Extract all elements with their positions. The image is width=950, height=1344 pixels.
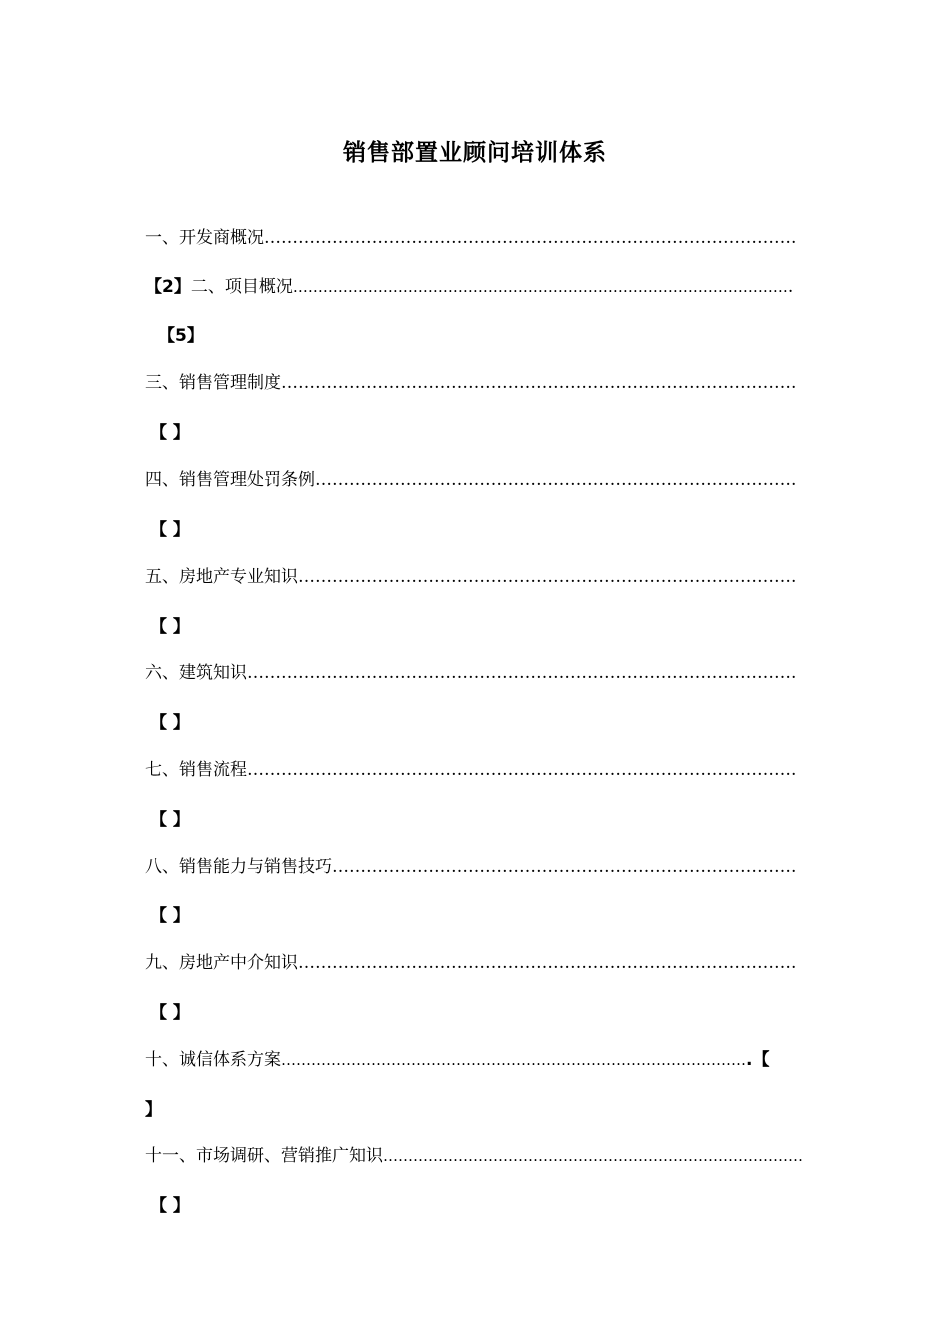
toc-label: 五、房地产专业知识 bbox=[145, 567, 298, 587]
toc-page-2: 【5】 bbox=[158, 326, 204, 346]
toc-entry-11 bbox=[145, 1144, 803, 1168]
toc-end: . bbox=[791, 470, 797, 490]
toc-page-3: 【 】 bbox=[150, 423, 190, 443]
toc-label: 十一、市场调研、营销推广知识 bbox=[145, 1146, 383, 1166]
toc-entry-8 bbox=[145, 855, 796, 879]
toc-end: . bbox=[791, 228, 797, 248]
toc-page-7: 【 】 bbox=[150, 810, 190, 830]
toc-entry-7 bbox=[145, 758, 796, 782]
toc-entry-1 bbox=[145, 226, 796, 250]
toc-label: 十、诚信体系方案 bbox=[145, 1050, 281, 1070]
toc-entry-10 bbox=[145, 1048, 769, 1072]
toc-entry-6 bbox=[145, 661, 796, 685]
toc-page-5: 【 】 bbox=[150, 617, 190, 637]
toc-leader: ………………………………………………………………………… bbox=[315, 470, 791, 490]
document-title: 销售部置业顾问培训体系 bbox=[343, 140, 607, 166]
toc-page-6: 【 】 bbox=[150, 713, 190, 733]
toc-label: 二、项目概况 bbox=[190, 277, 293, 297]
toc-end: . bbox=[791, 373, 797, 393]
toc-end: .【 bbox=[746, 1050, 770, 1070]
toc-end: . bbox=[791, 567, 797, 587]
toc-leader: ……………………………………………………………………………… bbox=[281, 373, 791, 393]
toc-page-11: 【 】 bbox=[150, 1196, 190, 1216]
toc-entry-4 bbox=[145, 468, 796, 492]
toc-leader: …………………………………………………………………………………… bbox=[247, 760, 791, 780]
toc-end: . bbox=[791, 857, 797, 877]
toc-leader: …………………………………………………………………………… bbox=[298, 567, 791, 587]
toc-prefix: 【2】 bbox=[145, 277, 191, 297]
toc-entry-5 bbox=[145, 565, 796, 589]
toc-page-8: 【 】 bbox=[150, 906, 190, 926]
toc-end: . bbox=[791, 760, 797, 780]
toc-end: . bbox=[787, 277, 794, 297]
toc-leader: ……………………………………………………………………………………… bbox=[292, 278, 788, 296]
toc-label: 四、销售管理处罚条例 bbox=[145, 470, 315, 490]
toc-leader: ………………………………………………………………………………… bbox=[264, 228, 791, 248]
toc-end: . bbox=[791, 663, 797, 683]
toc-label: 一、开发商概况 bbox=[145, 228, 264, 248]
toc-leader: ………………………………………………………………………… bbox=[383, 1147, 803, 1165]
toc-leader: …………………………………………………………………………… bbox=[298, 953, 791, 973]
toc-label: 六、建筑知识 bbox=[145, 663, 247, 683]
toc-page-4: 【 】 bbox=[150, 520, 190, 540]
toc-entry-9 bbox=[145, 951, 796, 975]
toc-leader: ……………………………………………………………………… bbox=[332, 857, 791, 877]
toc-page-9: 【 】 bbox=[150, 1003, 190, 1023]
toc-leader: …………………………………………………………………………………… bbox=[247, 663, 791, 683]
toc-label: 八、销售能力与销售技巧 bbox=[145, 857, 332, 877]
toc-label: 七、销售流程 bbox=[145, 760, 247, 780]
toc-entry-2 bbox=[145, 275, 793, 299]
toc-label: 九、房地产中介知识 bbox=[145, 953, 298, 973]
toc-page-10: 】 bbox=[145, 1100, 162, 1120]
toc-leader: ………………………………………………………………………………… bbox=[281, 1051, 746, 1069]
toc-label: 三、销售管理制度 bbox=[145, 373, 281, 393]
toc-entry-3 bbox=[145, 371, 796, 395]
toc-end: . bbox=[791, 953, 797, 973]
